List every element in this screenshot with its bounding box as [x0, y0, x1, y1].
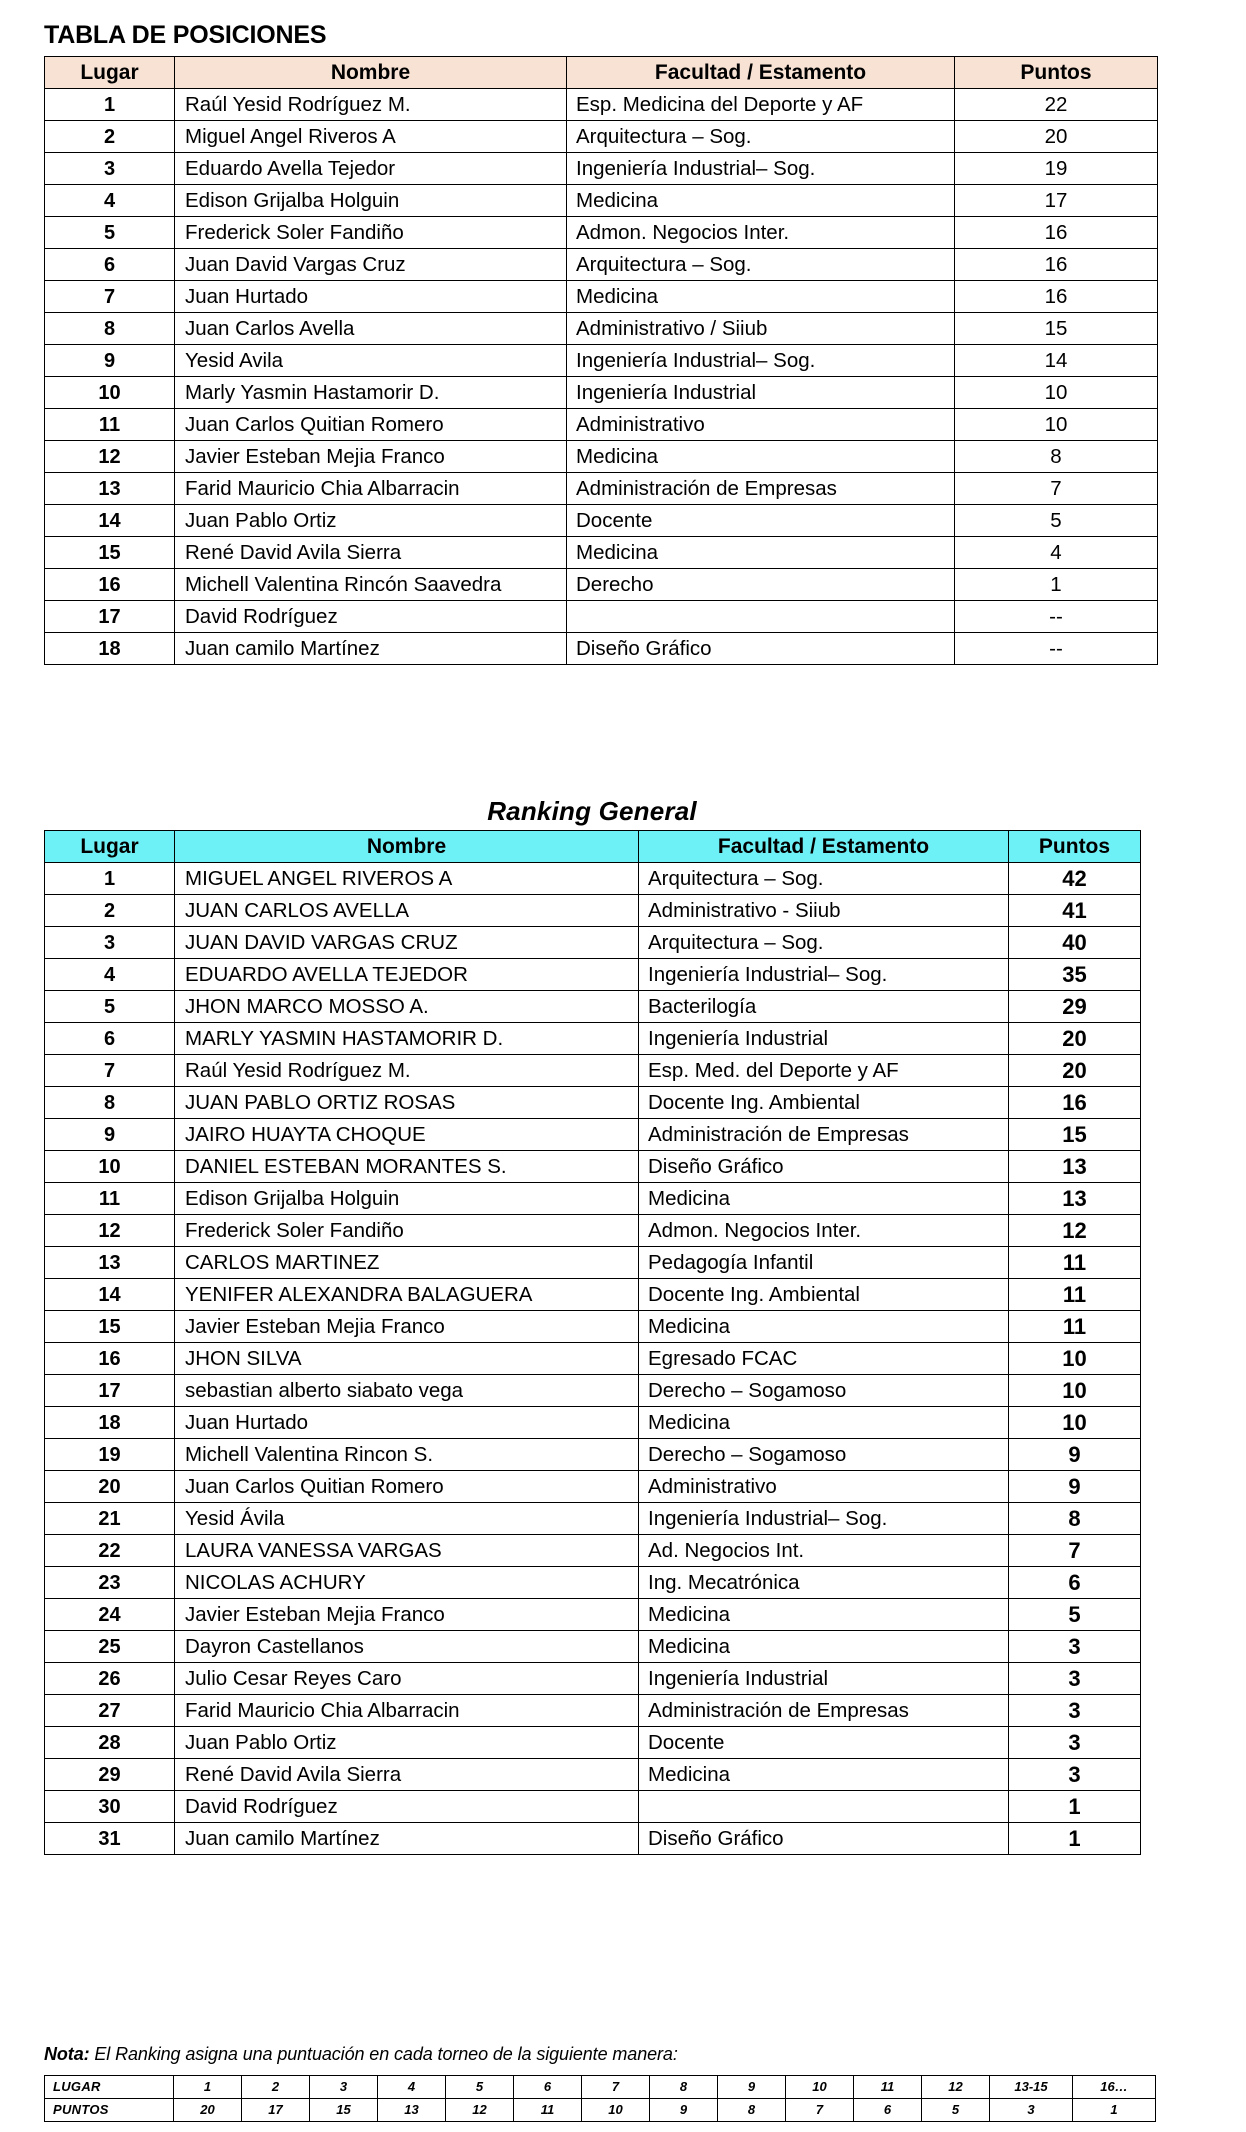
cell-facultad [639, 1791, 1009, 1823]
cell-lugar: 29 [45, 1759, 175, 1791]
cell-lugar: 7 [45, 281, 175, 313]
nota-table-row [45, 2099, 1156, 2122]
cell-nombre: EDUARDO AVELLA TEJEDOR [175, 959, 639, 991]
cell-nombre: Edison Grijalba Holguin [175, 1183, 639, 1215]
cell-nombre: David Rodríguez [175, 601, 567, 633]
cell-puntos: 14 [955, 345, 1158, 377]
cell-puntos: 1 [1009, 1823, 1141, 1855]
cell-facultad: Pedagogía Infantil [639, 1247, 1009, 1279]
cell-puntos: 10 [955, 409, 1158, 441]
cell-lugar: 1 [45, 89, 175, 121]
table-row [45, 1439, 1141, 1471]
cell-facultad: Docente [639, 1727, 1009, 1759]
cell-nombre: Juan camilo Martínez [175, 633, 567, 665]
cell-lugar: 12 [45, 1215, 175, 1247]
cell-nombre: Julio Cesar Reyes Caro [175, 1663, 639, 1695]
nota-cell-puntos: 15 [310, 2099, 378, 2122]
cell-lugar: 25 [45, 1631, 175, 1663]
table-row [45, 153, 1158, 185]
nota-cell-lugar: 12 [922, 2076, 990, 2099]
column-header-nombre: Nombre [175, 57, 567, 89]
nota-cell-lugar: 5 [446, 2076, 514, 2099]
cell-nombre: DANIEL ESTEBAN MORANTES S. [175, 1151, 639, 1183]
table-row [45, 1023, 1141, 1055]
nota-cell-lugar: 2 [242, 2076, 310, 2099]
nota-cell-puntos: 3 [990, 2099, 1073, 2122]
table-row [45, 1471, 1141, 1503]
cell-facultad: Admon. Negocios Inter. [567, 217, 955, 249]
cell-nombre: Raúl Yesid Rodríguez M. [175, 1055, 639, 1087]
cell-nombre: Yesid Avila [175, 345, 567, 377]
nota-cell-puntos: 6 [854, 2099, 922, 2122]
table-row [45, 569, 1158, 601]
cell-lugar: 11 [45, 1183, 175, 1215]
table-row [45, 1535, 1141, 1567]
table-row [45, 505, 1158, 537]
cell-facultad: Bacterilogía [639, 991, 1009, 1023]
cell-puntos: -- [955, 633, 1158, 665]
nota-cell-lugar: 1 [174, 2076, 242, 2099]
cell-lugar: 8 [45, 1087, 175, 1119]
cell-puntos: 3 [1009, 1695, 1141, 1727]
cell-facultad: Diseño Gráfico [567, 633, 955, 665]
nota-cell-lugar: 11 [854, 2076, 922, 2099]
cell-nombre: JHON MARCO MOSSO A. [175, 991, 639, 1023]
nota-cell-puntos: 11 [514, 2099, 582, 2122]
cell-puntos: 16 [955, 281, 1158, 313]
cell-lugar: 6 [45, 1023, 175, 1055]
cell-nombre: JHON SILVA [175, 1343, 639, 1375]
cell-lugar: 10 [45, 377, 175, 409]
cell-nombre: MARLY YASMIN HASTAMORIR D. [175, 1023, 639, 1055]
cell-facultad: Medicina [567, 537, 955, 569]
table-row [45, 1087, 1141, 1119]
cell-facultad: Egresado FCAC [639, 1343, 1009, 1375]
cell-puntos: 29 [1009, 991, 1141, 1023]
cell-puntos: 1 [1009, 1791, 1141, 1823]
table-row [45, 121, 1158, 153]
cell-lugar: 31 [45, 1823, 175, 1855]
cell-puntos: 13 [1009, 1151, 1141, 1183]
cell-facultad: Medicina [567, 441, 955, 473]
cell-facultad: Medicina [567, 185, 955, 217]
table-row [45, 377, 1158, 409]
nota-cell-lugar: 10 [786, 2076, 854, 2099]
cell-lugar: 5 [45, 217, 175, 249]
cell-nombre: Juan David Vargas Cruz [175, 249, 567, 281]
cell-nombre: JUAN DAVID VARGAS CRUZ [175, 927, 639, 959]
cell-facultad: Ingeniería Industrial [639, 1023, 1009, 1055]
table-row [45, 1311, 1141, 1343]
cell-nombre: LAURA VANESSA VARGAS [175, 1535, 639, 1567]
nota-cell-puntos: 12 [446, 2099, 514, 2122]
nota-cell-lugar: 3 [310, 2076, 378, 2099]
page-title-tabla-posiciones: TABLA DE POSICIONES [44, 21, 327, 49]
cell-facultad [567, 601, 955, 633]
cell-nombre: Edison Grijalba Holguin [175, 185, 567, 217]
table-header-row [45, 831, 1141, 863]
cell-lugar: 9 [45, 345, 175, 377]
cell-facultad: Derecho – Sogamoso [639, 1439, 1009, 1471]
column-header-facultad: Facultad / Estamento [639, 831, 1009, 863]
cell-puntos: 5 [1009, 1599, 1141, 1631]
nota-label: Nota: [44, 2044, 90, 2064]
table-row [45, 185, 1158, 217]
nota-cell-lugar: 8 [650, 2076, 718, 2099]
cell-facultad: Medicina [639, 1311, 1009, 1343]
cell-puntos: 10 [1009, 1375, 1141, 1407]
cell-puntos: 42 [1009, 863, 1141, 895]
cell-lugar: 2 [45, 895, 175, 927]
cell-puntos: 10 [1009, 1343, 1141, 1375]
table-row [45, 1759, 1141, 1791]
cell-facultad: Medicina [639, 1599, 1009, 1631]
cell-puntos: 11 [1009, 1247, 1141, 1279]
cell-puntos: 20 [1009, 1055, 1141, 1087]
nota-cell-puntos: 13 [378, 2099, 446, 2122]
cell-facultad: Docente Ing. Ambiental [639, 1087, 1009, 1119]
table-row [45, 1215, 1141, 1247]
cell-puntos: 3 [1009, 1663, 1141, 1695]
cell-puntos: 15 [1009, 1119, 1141, 1151]
cell-facultad: Ingeniería Industrial– Sog. [567, 345, 955, 377]
table-row [45, 1727, 1141, 1759]
cell-facultad: Ing. Mecatrónica [639, 1567, 1009, 1599]
cell-lugar: 13 [45, 473, 175, 505]
cell-lugar: 9 [45, 1119, 175, 1151]
cell-lugar: 13 [45, 1247, 175, 1279]
cell-facultad: Administrativo [567, 409, 955, 441]
cell-nombre: Farid Mauricio Chia Albarracin [175, 1695, 639, 1727]
cell-puntos: 9 [1009, 1471, 1141, 1503]
cell-puntos: 41 [1009, 895, 1141, 927]
cell-lugar: 16 [45, 1343, 175, 1375]
nota-row-label: LUGAR [45, 2076, 174, 2099]
tabla-posiciones [44, 56, 1158, 665]
cell-puntos: -- [955, 601, 1158, 633]
cell-nombre: Raúl Yesid Rodríguez M. [175, 89, 567, 121]
cell-puntos: 20 [1009, 1023, 1141, 1055]
cell-puntos: 11 [1009, 1311, 1141, 1343]
table-row [45, 927, 1141, 959]
table-row [45, 1375, 1141, 1407]
cell-facultad: Ingeniería Industrial– Sog. [567, 153, 955, 185]
cell-facultad: Ingeniería Industrial [639, 1663, 1009, 1695]
cell-puntos: 16 [1009, 1087, 1141, 1119]
cell-nombre: Juan camilo Martínez [175, 1823, 639, 1855]
column-header-nombre: Nombre [175, 831, 639, 863]
cell-lugar: 3 [45, 153, 175, 185]
table-row [45, 89, 1158, 121]
table-row [45, 1119, 1141, 1151]
table-row [45, 1823, 1141, 1855]
cell-lugar: 24 [45, 1599, 175, 1631]
table-row [45, 537, 1158, 569]
table-row [45, 1183, 1141, 1215]
table-row [45, 633, 1158, 665]
cell-nombre: Juan Pablo Ortiz [175, 505, 567, 537]
cell-puntos: 16 [955, 249, 1158, 281]
nota-cell-lugar: 4 [378, 2076, 446, 2099]
cell-facultad: Medicina [639, 1759, 1009, 1791]
cell-lugar: 27 [45, 1695, 175, 1727]
table-header-row [45, 57, 1158, 89]
table-row [45, 1151, 1141, 1183]
column-header-lugar: Lugar [45, 57, 175, 89]
cell-nombre: Michell Valentina Rincon S. [175, 1439, 639, 1471]
nota-cell-puntos: 20 [174, 2099, 242, 2122]
table-row [45, 1599, 1141, 1631]
cell-nombre: Eduardo Avella Tejedor [175, 153, 567, 185]
cell-nombre: Juan Carlos Quitian Romero [175, 1471, 639, 1503]
cell-nombre: Yesid Ávila [175, 1503, 639, 1535]
cell-facultad: Arquitectura – Sog. [567, 249, 955, 281]
table-row [45, 441, 1158, 473]
cell-lugar: 7 [45, 1055, 175, 1087]
nota-cell-puntos: 7 [786, 2099, 854, 2122]
cell-facultad: Medicina [639, 1183, 1009, 1215]
cell-nombre: Farid Mauricio Chia Albarracin [175, 473, 567, 505]
nota-cell-lugar: 13-15 [990, 2076, 1073, 2099]
cell-facultad: Diseño Gráfico [639, 1151, 1009, 1183]
cell-puntos: 5 [955, 505, 1158, 537]
nota-cell-puntos: 10 [582, 2099, 650, 2122]
cell-lugar: 2 [45, 121, 175, 153]
table-row [45, 1503, 1141, 1535]
cell-nombre: Juan Hurtado [175, 1407, 639, 1439]
cell-lugar: 28 [45, 1727, 175, 1759]
cell-nombre: Marly Yasmin Hastamorir D. [175, 377, 567, 409]
cell-puntos: 6 [1009, 1567, 1141, 1599]
nota-cell-lugar: 9 [718, 2076, 786, 2099]
cell-lugar: 17 [45, 1375, 175, 1407]
cell-nombre: Javier Esteban Mejia Franco [175, 1311, 639, 1343]
cell-lugar: 5 [45, 991, 175, 1023]
cell-nombre: David Rodríguez [175, 1791, 639, 1823]
cell-lugar: 14 [45, 1279, 175, 1311]
cell-puntos: 9 [1009, 1439, 1141, 1471]
cell-nombre: YENIFER ALEXANDRA BALAGUERA [175, 1279, 639, 1311]
cell-nombre: Juan Carlos Quitian Romero [175, 409, 567, 441]
cell-facultad: Arquitectura – Sog. [567, 121, 955, 153]
cell-lugar: 8 [45, 313, 175, 345]
table-row [45, 409, 1158, 441]
nota-cell-lugar: 7 [582, 2076, 650, 2099]
nota-cell-lugar: 16… [1073, 2076, 1156, 2099]
cell-puntos: 4 [955, 537, 1158, 569]
cell-puntos: 11 [1009, 1279, 1141, 1311]
cell-facultad: Docente [567, 505, 955, 537]
cell-lugar: 30 [45, 1791, 175, 1823]
cell-lugar: 17 [45, 601, 175, 633]
cell-puntos: 16 [955, 217, 1158, 249]
cell-facultad: Ad. Negocios Int. [639, 1535, 1009, 1567]
page-title-ranking-general: Ranking General [487, 796, 697, 826]
cell-puntos: 7 [1009, 1535, 1141, 1567]
nota-row-label: PUNTOS [45, 2099, 174, 2122]
cell-puntos: 8 [955, 441, 1158, 473]
cell-lugar: 10 [45, 1151, 175, 1183]
cell-lugar: 6 [45, 249, 175, 281]
cell-nombre: Miguel Angel Riveros A [175, 121, 567, 153]
column-header-facultad: Facultad / Estamento [567, 57, 955, 89]
cell-nombre: JUAN CARLOS AVELLA [175, 895, 639, 927]
cell-lugar: 15 [45, 537, 175, 569]
cell-lugar: 22 [45, 1535, 175, 1567]
table-row [45, 1407, 1141, 1439]
cell-puntos: 3 [1009, 1727, 1141, 1759]
table-row [45, 1631, 1141, 1663]
table-row [45, 1791, 1141, 1823]
cell-facultad: Administrativo - Siiub [639, 895, 1009, 927]
cell-facultad: Administración de Empresas [639, 1695, 1009, 1727]
cell-lugar: 20 [45, 1471, 175, 1503]
tabla-ranking-general [44, 830, 1141, 1855]
cell-lugar: 18 [45, 633, 175, 665]
cell-puntos: 8 [1009, 1503, 1141, 1535]
cell-facultad: Diseño Gráfico [639, 1823, 1009, 1855]
cell-puntos: 13 [1009, 1183, 1141, 1215]
cell-puntos: 17 [955, 185, 1158, 217]
cell-facultad: Administrativo [639, 1471, 1009, 1503]
cell-lugar: 3 [45, 927, 175, 959]
column-header-lugar: Lugar [45, 831, 175, 863]
cell-puntos: 3 [1009, 1631, 1141, 1663]
cell-nombre: Juan Pablo Ortiz [175, 1727, 639, 1759]
cell-nombre: René David Avila Sierra [175, 537, 567, 569]
cell-lugar: 11 [45, 409, 175, 441]
cell-nombre: Frederick Soler Fandiño [175, 217, 567, 249]
cell-puntos: 10 [1009, 1407, 1141, 1439]
cell-facultad: Esp. Medicina del Deporte y AF [567, 89, 955, 121]
cell-facultad: Esp. Med. del Deporte y AF [639, 1055, 1009, 1087]
cell-puntos: 10 [955, 377, 1158, 409]
nota-cell-lugar: 6 [514, 2076, 582, 2099]
cell-facultad: Medicina [639, 1407, 1009, 1439]
cell-puntos: 19 [955, 153, 1158, 185]
column-header-puntos: Puntos [955, 57, 1158, 89]
cell-nombre: JAIRO HUAYTA CHOQUE [175, 1119, 639, 1151]
table-row [45, 895, 1141, 927]
nota-text [44, 2044, 678, 2065]
cell-lugar: 18 [45, 1407, 175, 1439]
cell-facultad: Medicina [639, 1631, 1009, 1663]
cell-nombre: Javier Esteban Mejia Franco [175, 1599, 639, 1631]
cell-puntos: 1 [955, 569, 1158, 601]
table-row [45, 1247, 1141, 1279]
cell-nombre: Juan Hurtado [175, 281, 567, 313]
table-row [45, 1663, 1141, 1695]
cell-lugar: 21 [45, 1503, 175, 1535]
nota-cell-puntos: 9 [650, 2099, 718, 2122]
column-header-puntos: Puntos [1009, 831, 1141, 863]
cell-facultad: Arquitectura – Sog. [639, 927, 1009, 959]
cell-lugar: 16 [45, 569, 175, 601]
nota-body: El Ranking asigna una puntuación en cada torneo de la siguiente manera: [89, 2044, 678, 2064]
cell-lugar: 23 [45, 1567, 175, 1599]
table-row [45, 863, 1141, 895]
cell-nombre: NICOLAS ACHURY [175, 1567, 639, 1599]
cell-puntos: 20 [955, 121, 1158, 153]
cell-facultad: Ingeniería Industrial– Sog. [639, 1503, 1009, 1535]
cell-facultad: Derecho [567, 569, 955, 601]
cell-facultad: Administración de Empresas [639, 1119, 1009, 1151]
cell-facultad: Ingeniería Industrial– Sog. [639, 959, 1009, 991]
nota-cell-puntos: 8 [718, 2099, 786, 2122]
table-row [45, 959, 1141, 991]
cell-lugar: 14 [45, 505, 175, 537]
cell-facultad: Administrativo / Siiub [567, 313, 955, 345]
cell-puntos: 15 [955, 313, 1158, 345]
table-row [45, 345, 1158, 377]
cell-facultad: Derecho – Sogamoso [639, 1375, 1009, 1407]
tabla-puntuacion-nota [44, 2075, 1156, 2122]
cell-lugar: 26 [45, 1663, 175, 1695]
nota-table-row [45, 2076, 1156, 2099]
table-row [45, 281, 1158, 313]
cell-facultad: Medicina [567, 281, 955, 313]
cell-puntos: 7 [955, 473, 1158, 505]
cell-lugar: 1 [45, 863, 175, 895]
table-row [45, 1695, 1141, 1727]
cell-lugar: 19 [45, 1439, 175, 1471]
cell-lugar: 15 [45, 1311, 175, 1343]
nota-cell-puntos: 17 [242, 2099, 310, 2122]
cell-nombre: CARLOS MARTINEZ [175, 1247, 639, 1279]
cell-nombre: Dayron Castellanos [175, 1631, 639, 1663]
cell-puntos: 22 [955, 89, 1158, 121]
nota-cell-puntos: 1 [1073, 2099, 1156, 2122]
cell-nombre: Frederick Soler Fandiño [175, 1215, 639, 1247]
nota-cell-puntos: 5 [922, 2099, 990, 2122]
cell-puntos: 35 [1009, 959, 1141, 991]
cell-nombre: Michell Valentina Rincón Saavedra [175, 569, 567, 601]
table-row [45, 313, 1158, 345]
cell-facultad: Admon. Negocios Inter. [639, 1215, 1009, 1247]
table-row [45, 1567, 1141, 1599]
table-row [45, 217, 1158, 249]
cell-nombre: MIGUEL ANGEL RIVEROS A [175, 863, 639, 895]
cell-lugar: 4 [45, 959, 175, 991]
cell-facultad: Docente Ing. Ambiental [639, 1279, 1009, 1311]
cell-facultad: Ingeniería Industrial [567, 377, 955, 409]
cell-puntos: 40 [1009, 927, 1141, 959]
table-row [45, 1055, 1141, 1087]
table-row [45, 1279, 1141, 1311]
cell-lugar: 12 [45, 441, 175, 473]
table-row [45, 473, 1158, 505]
cell-nombre: René David Avila Sierra [175, 1759, 639, 1791]
cell-nombre: JUAN PABLO ORTIZ ROSAS [175, 1087, 639, 1119]
cell-lugar: 4 [45, 185, 175, 217]
cell-puntos: 3 [1009, 1759, 1141, 1791]
cell-nombre: Javier Esteban Mejia Franco [175, 441, 567, 473]
table-row [45, 991, 1141, 1023]
cell-facultad: Arquitectura – Sog. [639, 863, 1009, 895]
cell-facultad: Administración de Empresas [567, 473, 955, 505]
cell-puntos: 12 [1009, 1215, 1141, 1247]
cell-nombre: Juan Carlos Avella [175, 313, 567, 345]
table-row [45, 601, 1158, 633]
table-row [45, 249, 1158, 281]
table-row [45, 1343, 1141, 1375]
cell-nombre: sebastian alberto siabato vega [175, 1375, 639, 1407]
